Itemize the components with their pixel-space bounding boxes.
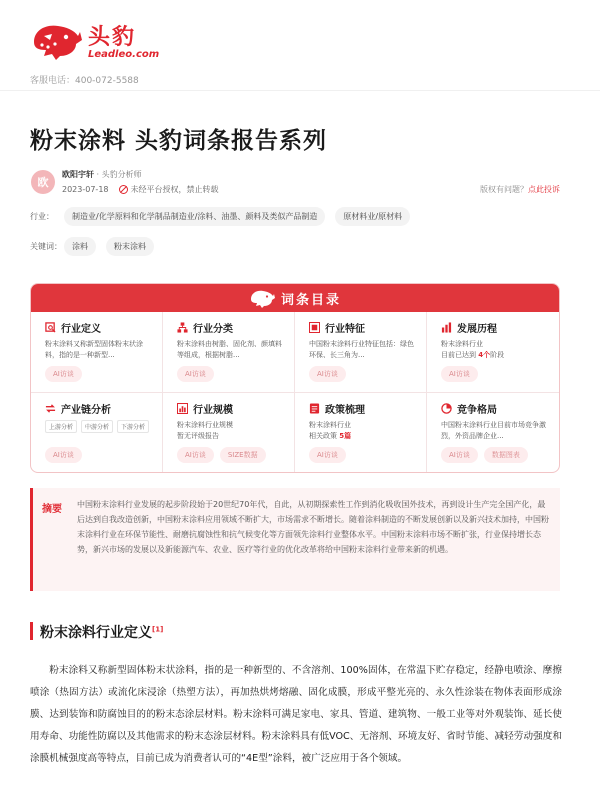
policy-count: 5篇 (339, 432, 352, 440)
directory-item-history[interactable] (427, 312, 559, 393)
abstract-text: 中国粉末涂料行业发展的起步阶段始于20世纪70年代，自此，从初期探索性工作到消化吸收国外技术，再到设计生产完全国产化，最后达到自我改造创新，中国粉末涂料应用领域不断扩大，市场需求不断增长。随着涂料制造的不断发展创新以及新兴技术加持，中国粉末涂料行业在环保节能性、耐磨抗腐蚀性和抗气候变化等方面领先涂料行业整体水平。中国粉末涂料市场不断扩张，行业保持增长态势，新兴市场的发展以及新能源汽车、农业、医疗等行业的优化改革将给中国粉末涂料行业带来新的机遇。 (77, 500, 549, 554)
report-link[interactable]: 点此投诉 (528, 185, 560, 194)
brand-logo[interactable] (30, 20, 159, 60)
keyword-row (30, 237, 164, 256)
directory-item-scale[interactable] (163, 393, 295, 473)
competition-icon (441, 403, 452, 414)
directory-item-desc (177, 420, 286, 442)
data-chart-button[interactable]: 数据图表 (484, 447, 528, 463)
section-accent-bar (30, 622, 33, 640)
directory-item-desc: 粉末涂料又称新型固体粉末状涂料，指的是一种新型... (45, 340, 143, 359)
downstream-tag[interactable]: 下游分析 (117, 420, 149, 433)
directory-item-feature[interactable] (295, 312, 427, 393)
avatar: 欧 (31, 170, 55, 194)
industry-row (30, 207, 420, 226)
author-info (62, 169, 142, 180)
section-title-text: 粉末涂料行业定义 (40, 625, 152, 641)
ai-interview-button[interactable]: AI访谈 (441, 447, 478, 463)
report-area (480, 184, 560, 195)
directory-item-policy[interactable] (295, 393, 427, 473)
directory-item-title: 行业特征 (325, 324, 365, 335)
ai-interview-button[interactable]: AI访谈 (177, 447, 214, 463)
keyword-tag[interactable]: 涂料 (64, 237, 96, 256)
directory-item-desc: 粉末涂料由树脂、固化剂、颜填料等组成，根据树脂... (177, 340, 282, 359)
industry-tag[interactable]: 制造业/化学原料和化学制品制造业/涂料、油墨、颜料及类似产品制造 (64, 207, 325, 226)
stage-count: 4个 (478, 351, 491, 359)
scale-icon (177, 403, 188, 414)
header-divider (0, 90, 600, 91)
size-data-button[interactable]: SIZE数据 (220, 447, 266, 463)
ai-interview-button[interactable]: AI访谈 (309, 366, 346, 382)
ban-icon (119, 185, 128, 194)
industry-tag[interactable]: 原材料业/原材料 (335, 207, 410, 226)
page-title: 粉末涂料 头豹词条报告系列 (30, 128, 328, 154)
abstract-accent-bar (30, 488, 33, 591)
desc-line: 粉末涂料行业 (441, 340, 483, 348)
section-body: 粉末涂料又称新型固体粉末状涂料，指的是一种新型的、不含溶剂、100%固体，在常温下贮存稳定，经静电喷涂、摩擦喷涂（热固方法）或流化床浸涂（热塑方法），再加热烘烤熔融、固化成膜，形成平整光亮的、永久性涂装在物体表面形成涂膜、达到装饰和防腐蚀目的的粉末态涂层材料。粉末涂料可满足家电、家具、管道、建筑物、一般工业等对外观装饰、延长使用寿命、功能性防腐以及其他需求的粉末态涂层材料。粉末涂料具有低VOC、无溶剂、环境友好、省时节能、减轻劳动强度和涂膜机械强度高等特点，目前已成为消费者认可的“4E型”涂料，被广泛应用于各个领域。 (30, 665, 562, 764)
ai-interview-button[interactable]: AI访谈 (309, 447, 346, 463)
leopard-logo-icon (30, 20, 82, 60)
directory-item-title: 行业定义 (61, 324, 101, 335)
directory-item-title: 竞争格局 (457, 405, 497, 416)
desc-text: 阶段 (490, 351, 505, 359)
leopard-logo-icon (249, 288, 275, 308)
directory-item-desc (309, 420, 418, 442)
keyword-tag[interactable]: 粉末涂料 (106, 237, 154, 256)
industry-label: 行业： (30, 212, 54, 221)
directory-item-classification[interactable] (163, 312, 295, 393)
directory-item-title: 产业链分析 (61, 405, 111, 416)
directory-item-title: 行业分类 (193, 324, 233, 335)
desc-line: 粉末涂料行业 (309, 421, 351, 429)
directory-header (31, 284, 559, 312)
directory-title: 词条目录 (280, 292, 341, 308)
directory-item-competition[interactable] (427, 393, 559, 473)
history-icon (441, 322, 452, 333)
definition-icon (45, 322, 56, 333)
desc-text: 相关政策 (309, 432, 340, 440)
directory-card (30, 283, 560, 473)
report-prefix: 版权有问题？ (480, 185, 528, 194)
directory-item-title: 政策梳理 (325, 405, 365, 416)
brand-site: Leadleo.com (88, 49, 160, 60)
author-role: · 头豹分析师 (94, 170, 142, 179)
directory-item-title: 行业规模 (193, 405, 233, 416)
author-name[interactable]: 欧阳宇轩 (62, 170, 94, 179)
directory-item-chain[interactable] (31, 393, 163, 473)
directory-item-definition[interactable] (31, 312, 163, 393)
ai-interview-button[interactable]: AI访谈 (45, 366, 82, 382)
chain-icon (45, 403, 56, 414)
feature-icon (309, 322, 320, 333)
desc-line (441, 350, 551, 361)
ai-interview-button[interactable]: AI访谈 (45, 447, 82, 463)
reference-link[interactable]: [1] (152, 625, 164, 634)
directory-item-title: 发展历程 (457, 324, 497, 335)
section-title (40, 622, 163, 642)
desc-line: 暂无评级报告 (177, 432, 219, 440)
desc-line (309, 431, 418, 442)
chain-mini-tags (45, 420, 154, 433)
midstream-tag[interactable]: 中游分析 (81, 420, 113, 433)
directory-item-desc (441, 339, 551, 361)
publish-info (62, 184, 219, 195)
abstract-label: 摘要 (42, 504, 62, 515)
service-phone: 客服电话：400-072-5588 (30, 76, 139, 86)
upstream-tag[interactable]: 上游分析 (45, 420, 77, 433)
directory-grid (31, 312, 559, 473)
abstract-box (30, 488, 560, 591)
policy-icon (309, 403, 320, 414)
ai-interview-button[interactable]: AI访谈 (441, 366, 478, 382)
brand-name: 头豹 (88, 25, 137, 50)
desc-text: 目前已达到 (441, 351, 479, 359)
publish-date: 2023-07-18 (62, 185, 109, 194)
keyword-label: 关键词： (30, 242, 62, 251)
classification-icon (177, 322, 188, 333)
copyright-notice: 未经平台授权，禁止转载 (130, 185, 219, 194)
desc-line: 粉末涂料行业规模 (177, 421, 233, 429)
directory-item-desc: 中国粉末涂料行业特征包括：绿色环保、长三角为... (309, 340, 414, 359)
ai-interview-button[interactable]: AI访谈 (177, 366, 214, 382)
directory-item-desc: 中国粉末涂料行业目前市场竞争激烈，外资品牌企业... (441, 421, 546, 440)
